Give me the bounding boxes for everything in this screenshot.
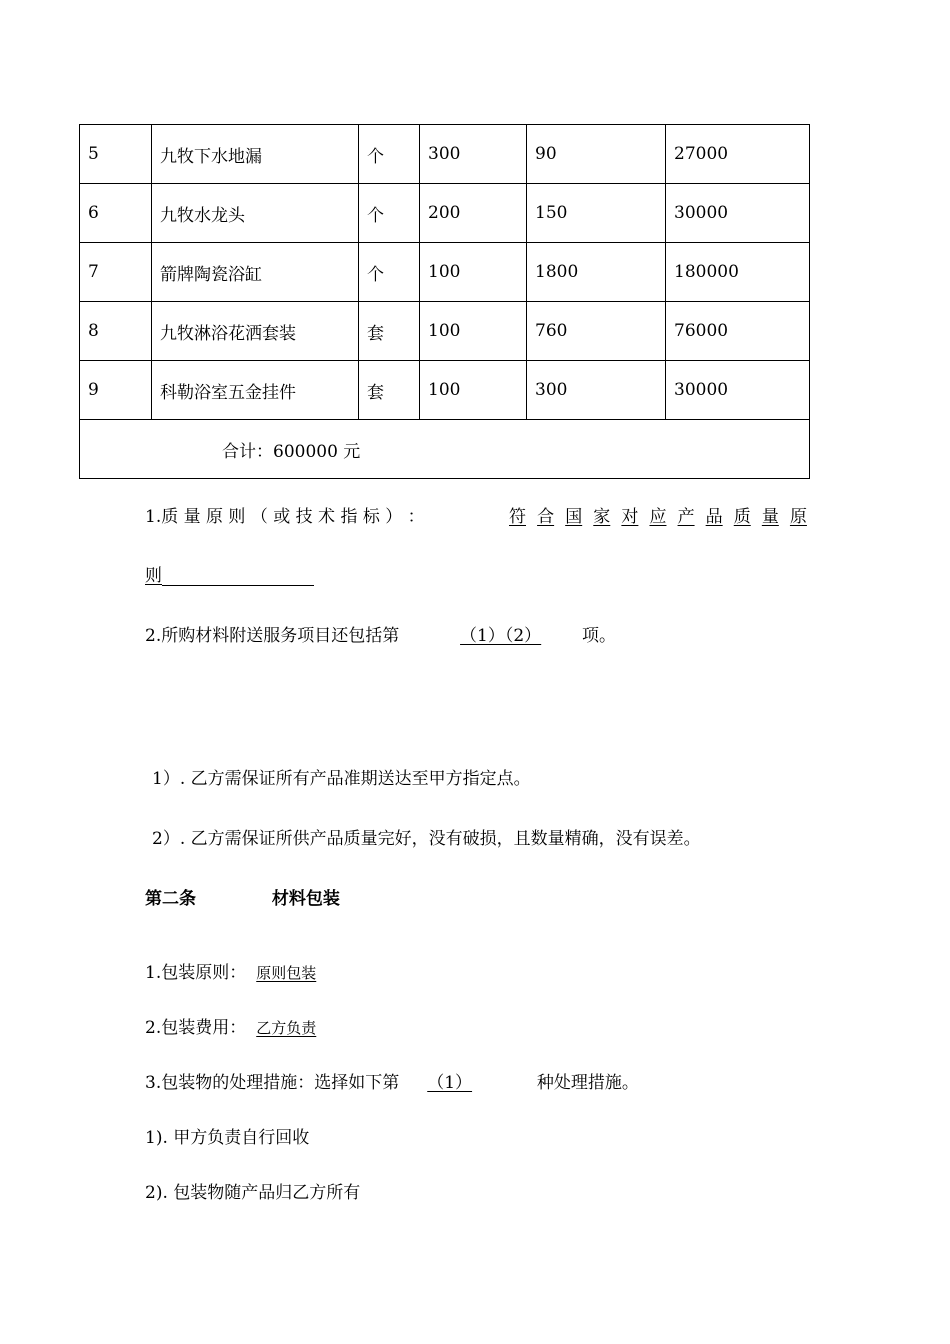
table-row [80,361,810,420]
pack-principle-value: 原则包装 [256,964,317,982]
quality-char: 原 [789,507,807,527]
quality-char: 应 [649,507,667,527]
article-number: 第二条 [145,889,196,909]
cell-no: 9 [80,361,152,420]
quality-line [145,502,807,527]
quality-value-continued: 则 [145,561,314,586]
quality-char: 对 [621,507,639,527]
disposal-value: （1） [427,1073,473,1093]
cell-amount: 30000 [666,184,810,243]
cell-no: 8 [80,302,152,361]
cell-amount: 180000 [666,243,810,302]
disposal-option-2: 2). 包装物随产品归乙方所有 [145,1183,361,1203]
quality-char: 国 [565,507,583,527]
table-row [80,243,810,302]
cell-unit: 个 [359,243,420,302]
cell-qty: 200 [420,184,527,243]
cell-name: 科勒浴室五金挂件 [152,361,359,420]
quality-char: 量 [761,507,779,527]
cell-qty: 100 [420,243,527,302]
service-line: 2.所购材料附送服务项目还包括第 （1）（2） 项。 [145,626,616,646]
quality-char: 质 [733,507,751,527]
cell-amount: 76000 [666,302,810,361]
pack-principle: 1.包装原则： 原则包装 [145,963,317,983]
pack-fee: 2.包装费用： 乙方负责 [145,1018,317,1038]
cell-qty: 300 [420,125,527,184]
cell-name: 九牧淋浴花洒套装 [152,302,359,361]
quality-label: 1.质 量 原 则 （ 或 技 术 指 标 ） ： [145,507,425,527]
service-item-2: 2）. 乙方需保证所供产品质量完好，没有破损，且数量精确，没有误差。 [152,829,701,849]
cell-unit: 套 [359,302,420,361]
article-2-heading [145,884,340,909]
cell-price: 1800 [527,243,666,302]
article-title: 材料包装 [271,889,340,909]
cell-name: 九牧水龙头 [152,184,359,243]
cell-price: 300 [527,361,666,420]
cell-no: 5 [80,125,152,184]
service-item-1: 1）. 乙方需保证所有产品准期送达至甲方指定点。 [152,769,531,789]
cell-amount: 30000 [666,361,810,420]
table-row [80,184,810,243]
service-value: （1）（2） [460,626,542,646]
disposal-option-1: 1). 甲方负责自行回收 [145,1128,310,1148]
quality-char: 品 [705,507,723,527]
cell-no: 6 [80,184,152,243]
quality-char: 符 [509,507,526,527]
items-table-body [80,125,810,479]
pack-fee-value: 乙方负责 [256,1019,317,1037]
cell-unit: 个 [359,184,420,243]
quality-value [509,502,807,527]
quality-char: 产 [677,507,695,527]
table-row [80,302,810,361]
cell-amount: 27000 [666,125,810,184]
cell-name: 箭牌陶瓷浴缸 [152,243,359,302]
underline-blank [162,565,314,586]
cell-qty: 100 [420,361,527,420]
cell-price: 90 [527,125,666,184]
cell-unit: 个 [359,125,420,184]
cell-qty: 100 [420,302,527,361]
total-row [80,420,810,479]
cell-price: 150 [527,184,666,243]
cell-price: 760 [527,302,666,361]
total-amount: 合计：600000 元 [80,420,810,479]
cell-no: 7 [80,243,152,302]
quality-char: 合 [537,507,555,527]
quality-char: 家 [593,507,611,527]
table-row [80,125,810,184]
cell-unit: 套 [359,361,420,420]
cell-name: 九牧下水地漏 [152,125,359,184]
disposal-line: 3.包装物的处理措施：选择如下第 （1） 种处理措施。 [145,1073,639,1093]
items-table [79,124,810,479]
